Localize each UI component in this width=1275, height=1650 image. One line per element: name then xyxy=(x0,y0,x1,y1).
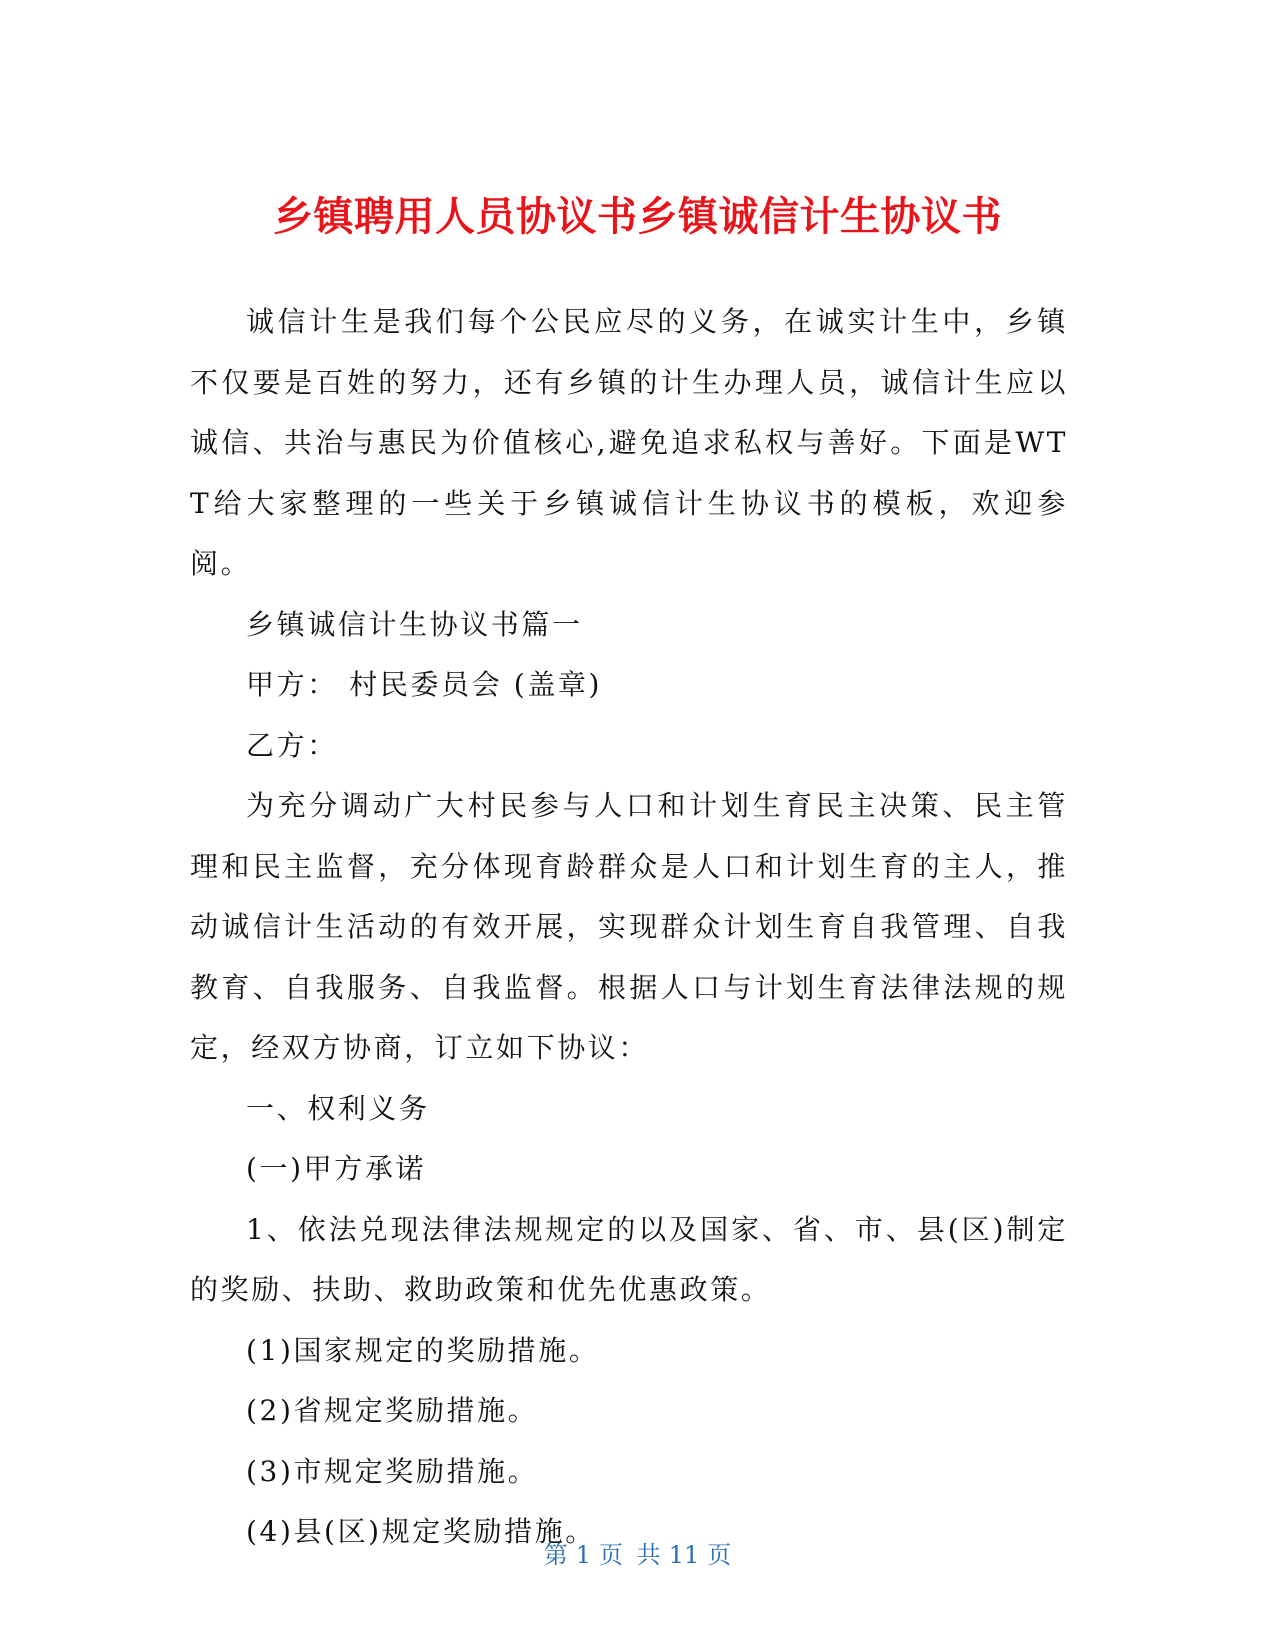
paragraph-subitem-1: (1)国家规定的奖励措施。 xyxy=(246,1333,600,1367)
paragraph-section-heading: 乡镇诚信计生协议书篇一 xyxy=(246,607,583,641)
paragraph-party-a: 甲方： 村民委员会 (盖章) xyxy=(246,668,603,701)
paragraph-subitem-2: (2)省规定奖励措施。 xyxy=(246,1394,539,1427)
paragraph-subitem-3: (3)市规定奖励措施。 xyxy=(246,1454,539,1488)
footer-page-number: 1 xyxy=(575,1541,592,1569)
document-body xyxy=(190,292,1068,1563)
paragraph-purpose: 为充分调动广大村民参与人口和计划生育民主决策、民主管理和民主监督，充分体现育龄群众是人口和计划生育的主人，推动诚信计生活动的有效开展，实现群众计划生育自我管理、自我教育、自我服务、自我监督。根据人口与计划生育法律法规的规定，经双方协商，订立如下协议： xyxy=(190,789,1068,1064)
paragraph-rights-heading: 一、权利义务 xyxy=(246,1091,430,1125)
paragraph-intro: 诚信计生是我们每个公民应尽的义务，在诚实计生中，乡镇不仅要是百姓的努力，还有乡镇的计生办理人员，诚信计生应以诚信、共治与惠民为价值核心,避免追求私权与善好。下面是WTT给大家整理的一些关于乡镇诚信计生协议书的模板，欢迎参阅。 xyxy=(190,305,1068,580)
footer-total-pages: 11 xyxy=(668,1541,700,1569)
paragraph-subitem-4: (4)县(区)规定奖励措施。 xyxy=(246,1515,596,1548)
paragraph-party-a-promise: (一)甲方承诺 xyxy=(246,1152,427,1185)
footer-prefix: 第 xyxy=(543,1541,568,1569)
paragraph-item-1: 1、依法兑现法律法规规定的以及国家、省、市、县(区)制定的奖励、扶助、救助政策和优先优惠政策。 xyxy=(190,1212,1068,1306)
paragraph-party-b: 乙方： xyxy=(246,728,338,762)
footer-mid: 页 共 xyxy=(599,1541,661,1569)
page-footer xyxy=(0,1540,1275,1570)
document-title: 乡镇聘用人员协议书乡镇诚信计生协议书 xyxy=(273,193,1002,240)
footer-suffix: 页 xyxy=(707,1541,732,1569)
